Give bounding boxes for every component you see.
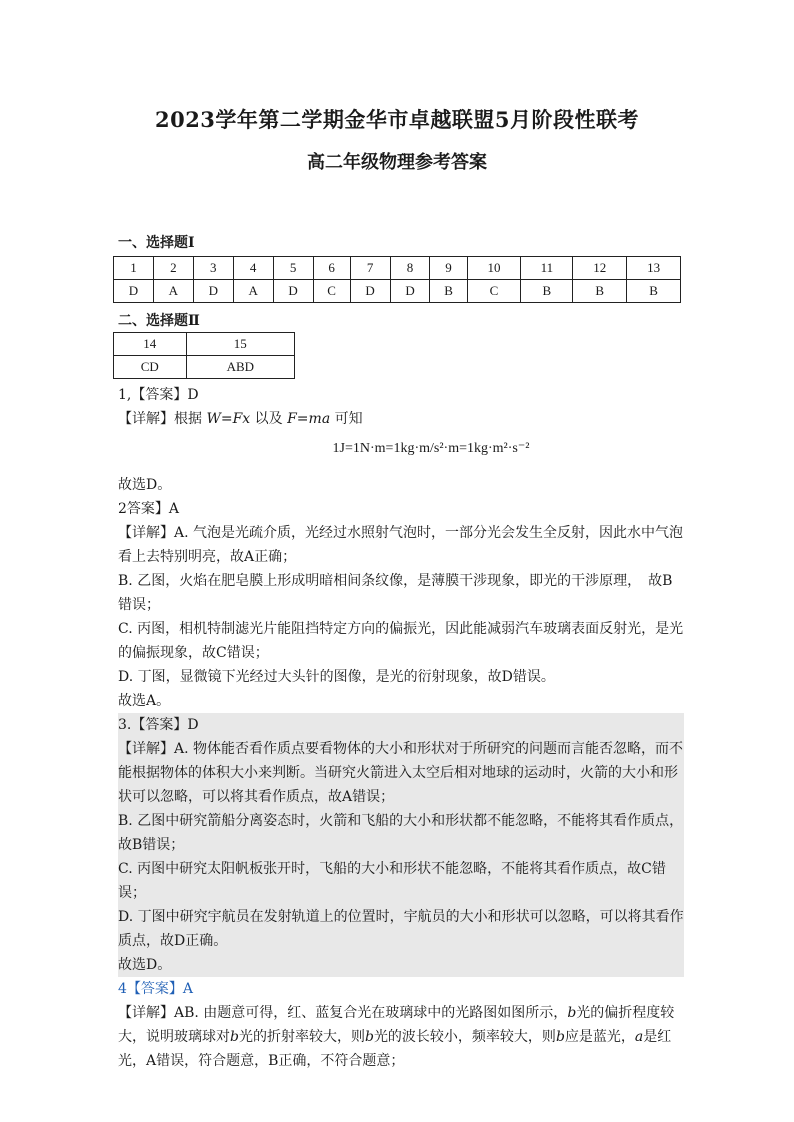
table-cell: 3: [193, 257, 233, 280]
table-cell: 15: [186, 333, 294, 356]
answer-table-1: [113, 256, 681, 303]
q1-formula: 1J=1N·m=1kg·m/s²·m=1kg·m²·s⁻²: [332, 441, 530, 456]
answers-body: [118, 383, 684, 1073]
table-cell: D: [350, 280, 390, 303]
table-cell: A: [233, 280, 273, 303]
q2-line: 故选A。: [118, 693, 171, 709]
section1-heading: 一、选择题Ⅰ: [118, 235, 195, 251]
q2-answer: 2答案】A: [118, 501, 180, 517]
table-cell: 5: [273, 257, 313, 280]
q3-line: C. 丙图中研究太阳帆板张开时，飞船的大小和形状不能忽略，不能将其看作质点，故C错误；: [118, 861, 666, 901]
q2-line: B. 乙图，火焰在肥皂膜上形成明暗相间条纹像，是薄膜干涉现象，即光的干涉原理， 故B错误；: [118, 573, 673, 613]
table-cell: B: [573, 280, 627, 303]
document-title: 2023学年第二学期金华市卓越联盟5月阶段性联考: [154, 107, 640, 132]
table-cell: 8: [390, 257, 430, 280]
table-cell: 6: [313, 257, 350, 280]
table-cell: D: [390, 280, 430, 303]
table-cell: 12: [573, 257, 627, 280]
table-row-numbers: [114, 257, 681, 280]
table-cell: 14: [114, 333, 187, 356]
table-cell: ABD: [186, 356, 294, 379]
document-subtitle: 高二年级物理参考答案: [307, 152, 487, 173]
table-cell: 10: [467, 257, 521, 280]
table-cell: D: [114, 280, 154, 303]
q2-line: 【详解】A. 气泡是光疏介质，光经过水照射气泡时，一部分光会发生全反射，因此水中气泡看上去特别明亮，故A正确；: [118, 525, 684, 565]
table-row-answers: [114, 356, 295, 379]
q1-conclusion: 故选D。: [118, 477, 172, 493]
table-cell: B: [627, 280, 681, 303]
q3-line: B. 乙图中研究箭船分离姿态时，火箭和飞船的大小和形状都不能忽略，不能将其看作质点，故B错误；: [118, 813, 684, 853]
table-cell: CD: [114, 356, 187, 379]
table-cell: C: [467, 280, 521, 303]
table-cell: 9: [430, 257, 467, 280]
table-cell: C: [313, 280, 350, 303]
q1-detail: 【详解】根据 W=Fx 以及 F=ma 可知: [118, 411, 363, 427]
table-cell: B: [521, 280, 573, 303]
table-row-answers: [114, 280, 681, 303]
q2-line: D. 丁图，显微镜下光经过大头针的图像，是光的衍射现象，故D错误。: [118, 669, 555, 685]
q3-block: [118, 713, 684, 977]
q3-answer: 3.【答案】D: [118, 717, 199, 733]
table-cell: 7: [350, 257, 390, 280]
table-cell: 4: [233, 257, 273, 280]
answer-table-2: [113, 332, 295, 379]
q3-line: D. 丁图中研究宇航员在发射轨道上的位置时，宇航员的大小和形状可以忽略，可以将其看作质点，故D正确。: [118, 909, 684, 949]
table-cell: 11: [521, 257, 573, 280]
q4-answer: 4【答案】A: [118, 981, 194, 997]
q3-line: 故选D。: [118, 957, 172, 973]
table-cell: 2: [153, 257, 193, 280]
table-row-numbers: [114, 333, 295, 356]
table-cell: 13: [627, 257, 681, 280]
q1-answer: 1,【答案】D: [118, 387, 199, 403]
table-cell: B: [430, 280, 467, 303]
q4-detail: 【详解】AB. 由题意可得，红、蓝复合光在玻璃球中的光路图如图所示，b光的偏折程度较大，说明玻璃球对b光的折射率较大，则b光的波长较小，频率较大，则b应是蓝光，a是红光，A错误，符合题意，B正确，不符合题意；: [118, 1005, 675, 1069]
table-cell: D: [193, 280, 233, 303]
table-cell: 1: [114, 257, 154, 280]
q2-line: C. 丙图，相机特制滤光片能阻挡特定方向的偏振光，因此能减弱汽车玻璃表面反射光，是光的偏振现象，故C错误；: [118, 621, 684, 661]
table-cell: A: [153, 280, 193, 303]
q3-line: 【详解】A. 物体能否看作质点要看物体的大小和形状对于所研究的问题而言能否忽略，而不能根据物体的体积大小来判断。当研究火箭进入太空后相对地球的运动时，火箭的大小和形状可以忽略，可以将其看作质点，故A错误；: [118, 741, 684, 805]
table-cell: D: [273, 280, 313, 303]
section2-heading: 二、选择题Ⅱ: [118, 313, 200, 329]
